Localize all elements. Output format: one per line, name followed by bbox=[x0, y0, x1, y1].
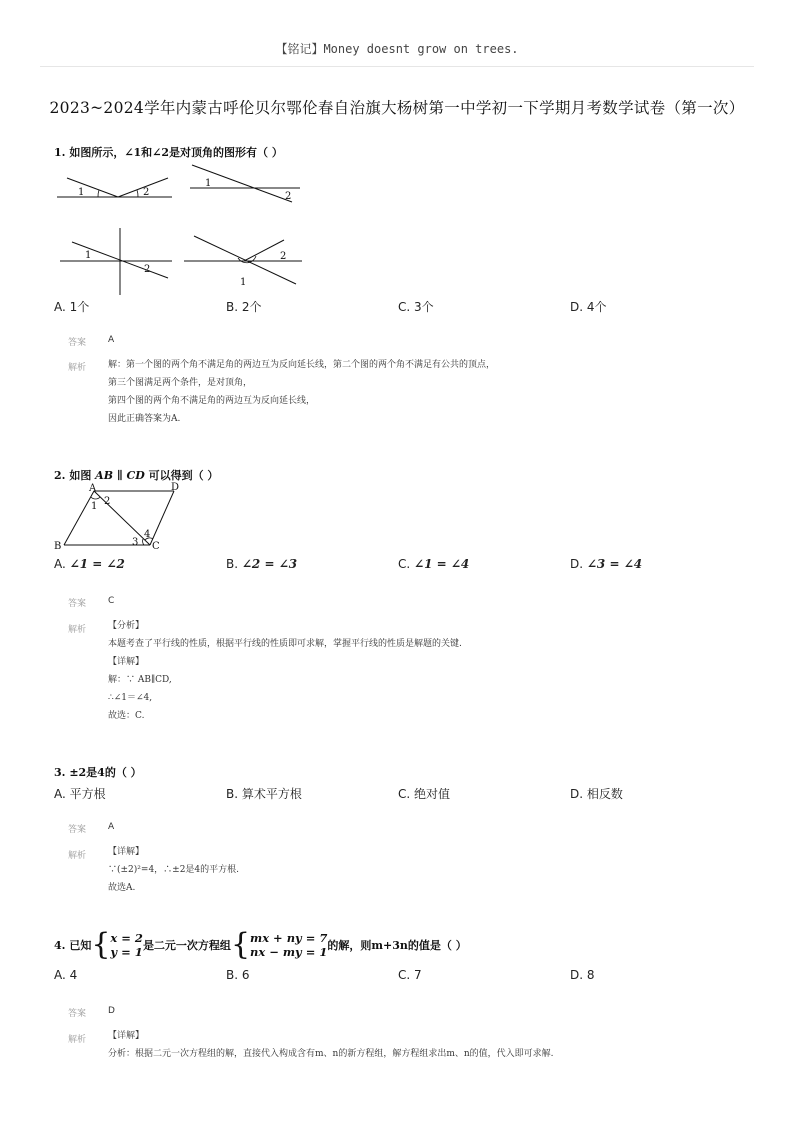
q4-analysis-label: 解析 bbox=[68, 1035, 87, 1045]
q1-analysis-label: 解析 bbox=[68, 363, 87, 373]
q2-fig-label-a: A bbox=[89, 483, 97, 494]
q4-stem bbox=[54, 927, 467, 962]
q4-solution-line: 【详解】 bbox=[108, 1031, 145, 1041]
q2-figure bbox=[52, 482, 192, 552]
q3-solution-line: ∵(±2)²=4，∴±2是4的平方根. bbox=[108, 865, 240, 875]
q2-solution-line: 解：∵ AB∥CD, bbox=[108, 675, 172, 685]
q2-option-a-letter: A. bbox=[54, 557, 70, 571]
q3-option-d: D. 相反数 bbox=[570, 787, 623, 801]
q3-analysis-label: 解析 bbox=[68, 851, 87, 861]
q2-stem-suffix: 可以得到（ ） bbox=[144, 469, 219, 482]
q1-fig2-label-1: 1 bbox=[205, 178, 212, 189]
q1-figure-1 bbox=[57, 178, 172, 198]
q3-solution-line: 【详解】 bbox=[108, 847, 145, 857]
q1-solution-line: 解：第一个图的两个角不满足角的两边互为反向延长线，第二个图的两个角不满足有公共的顶点， bbox=[108, 360, 496, 370]
q1-option-c: C. 3个 bbox=[398, 300, 434, 314]
q4-system1-brace: { bbox=[91, 927, 111, 962]
q4-system2-brace: { bbox=[230, 927, 251, 962]
q1-fig4-label-1: 1 bbox=[240, 277, 247, 288]
q2-fig-label-4: 4 bbox=[144, 529, 151, 540]
q2-solution-line: 本题考查了平行线的性质，根据平行线的性质即可求解，掌握平行线的性质是解题的关键. bbox=[108, 639, 462, 649]
q1-stem: 1. 如图所示，∠1和∠2是对顶角的图形有（ ） bbox=[54, 146, 283, 159]
q2-stem bbox=[54, 467, 218, 483]
q1-fig3-label-1: 1 bbox=[85, 250, 92, 261]
q2-stem-math: AB ∥ CD bbox=[95, 469, 145, 482]
q2-answer: C bbox=[108, 596, 115, 606]
q1-solution-line: 第三个图满足两个条件，是对顶角， bbox=[108, 378, 253, 388]
q4-system1-eq2: y = 1 bbox=[110, 945, 143, 959]
q3-stem: 3. ±2是4的（ ） bbox=[54, 766, 142, 779]
q2-solution-line: 【详解】 bbox=[108, 657, 145, 667]
q3-option-b: B. 算术平方根 bbox=[226, 787, 302, 801]
q1-solution-line: 因此正确答案为A. bbox=[108, 414, 181, 424]
q2-option-a-math: ∠1 = ∠2 bbox=[69, 557, 125, 571]
q1-solution-line: 第四个图的两个角不满足角的两边互为反向延长线， bbox=[108, 396, 316, 406]
q4-system1 bbox=[110, 931, 143, 959]
q1-option-a: A. 1个 bbox=[54, 300, 90, 314]
q1-solution bbox=[108, 356, 495, 428]
q4-option-a: A. 4 bbox=[54, 968, 78, 982]
q4-stem-suffix: 的解，则m+3n的值是（ ） bbox=[327, 939, 467, 952]
q2-fig-label-c: C bbox=[152, 541, 160, 552]
q2-fig-label-1: 1 bbox=[91, 501, 98, 512]
q1-answer: A bbox=[108, 335, 115, 345]
q1-fig4-label-2: 2 bbox=[280, 251, 287, 262]
page-title: 2023~2024学年内蒙古呼伦贝尔鄂伦春自治旗大杨树第一中学初一下学期月考数学试卷（第一次） bbox=[49, 99, 745, 117]
q3-option-a: A. 平方根 bbox=[54, 787, 106, 801]
q2-solution-line: 故选：C. bbox=[108, 711, 145, 721]
q1-figure-2 bbox=[190, 165, 300, 202]
q3-answer-label: 答案 bbox=[68, 825, 87, 835]
q2-answer-label: 答案 bbox=[68, 599, 87, 609]
q1-fig2-label-2: 2 bbox=[285, 191, 292, 202]
q2-option-c-letter: C. bbox=[398, 557, 415, 571]
q2-option-b-letter: B. bbox=[226, 557, 242, 571]
q2-option-d-letter: D. bbox=[570, 557, 587, 571]
q1-figure-3 bbox=[60, 228, 172, 295]
q4-system1-eq1: x = 2 bbox=[110, 931, 143, 945]
q4-option-b: B. 6 bbox=[226, 968, 250, 982]
q3-answer: A bbox=[108, 822, 115, 832]
q4-answer: D bbox=[108, 1006, 115, 1016]
q4-stem-prefix: 4. 已知 bbox=[54, 939, 92, 952]
q4-solution bbox=[108, 1027, 554, 1063]
header-motto: 【铭记】Money doesnt grow on trees. bbox=[275, 42, 519, 56]
q2-option-b bbox=[226, 557, 297, 571]
q2-option-d-math: ∠3 = ∠4 bbox=[586, 557, 643, 571]
q1-fig1-label-2: 2 bbox=[143, 187, 150, 198]
q2-fig-label-b: B bbox=[54, 541, 62, 552]
q2-analysis-label: 解析 bbox=[68, 625, 87, 635]
q2-fig-label-2: 2 bbox=[104, 496, 111, 507]
q2-solution-line: 【分析】 bbox=[108, 621, 145, 631]
q2-stem-prefix: 2. 如图 bbox=[54, 469, 96, 482]
q2-solution bbox=[108, 617, 462, 725]
q1-option-d: D. 4个 bbox=[570, 300, 607, 314]
q2-fig-label-3: 3 bbox=[132, 537, 139, 548]
q4-solution-line: 分析：根据二元一次方程组的解，直接代入构成含有m、n的新方程组，解方程组求出m、n的值，代入即可求解. bbox=[108, 1049, 554, 1059]
q4-answer-label: 答案 bbox=[68, 1009, 87, 1019]
q1-figure-4 bbox=[184, 236, 302, 288]
q4-option-d: D. 8 bbox=[570, 968, 595, 982]
q1-fig1-label-1: 1 bbox=[78, 187, 85, 198]
q3-option-c: C. 绝对值 bbox=[398, 787, 451, 801]
header-divider bbox=[40, 66, 754, 67]
q2-option-a bbox=[54, 557, 125, 571]
q1-fig3-label-2: 2 bbox=[144, 264, 151, 275]
q4-stem-mid: 是二元一次方程组 bbox=[142, 939, 231, 952]
q3-solution-line: 故选A. bbox=[108, 883, 136, 893]
q3-solution bbox=[108, 843, 239, 897]
q2-option-c bbox=[398, 557, 469, 571]
q4-system2 bbox=[250, 931, 327, 959]
q4-option-c: C. 7 bbox=[398, 968, 422, 982]
q4-system2-eq1: mx + ny = 7 bbox=[250, 931, 328, 945]
q2-option-d bbox=[570, 557, 642, 571]
q2-option-c-math: ∠1 = ∠4 bbox=[414, 557, 470, 571]
q2-option-b-math: ∠2 = ∠3 bbox=[241, 557, 298, 571]
q1-option-b: B. 2个 bbox=[226, 300, 262, 314]
q1-figure bbox=[52, 160, 312, 300]
q2-solution-line: ∴∠1＝∠4, bbox=[108, 693, 153, 703]
q4-system2-eq2: nx − my = 1 bbox=[250, 945, 328, 959]
q2-fig-label-d: D bbox=[171, 482, 180, 493]
q1-answer-label: 答案 bbox=[68, 338, 87, 348]
